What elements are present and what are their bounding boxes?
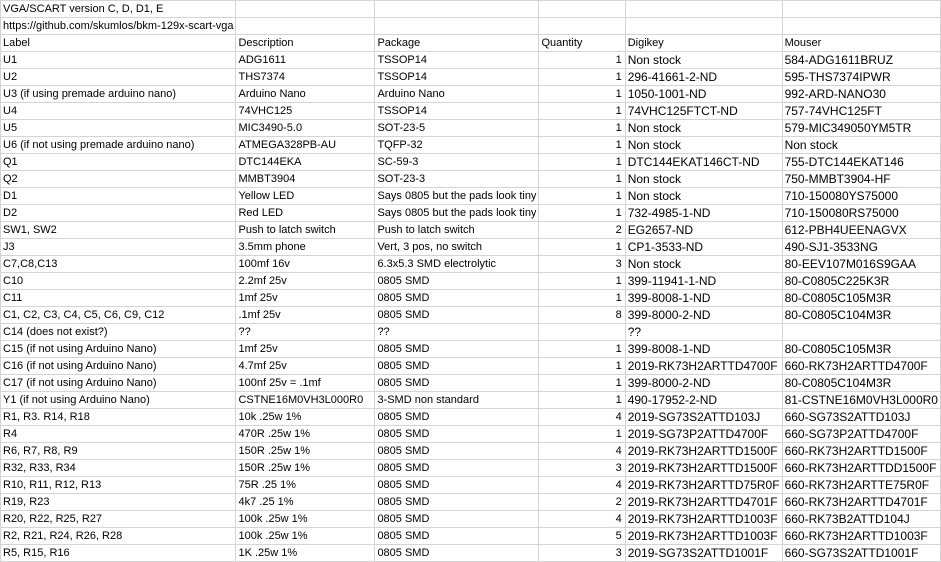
sheet-url-cell[interactable]: https://github.com/skumlos/bkm-129x-scart-vga <box>1 18 236 35</box>
digikey-cell[interactable]: 732-4985-1-ND <box>625 205 782 222</box>
description-cell[interactable]: 100nf 25v = .1mf <box>236 375 375 392</box>
mouser-cell[interactable] <box>782 324 940 341</box>
description-cell[interactable]: 100k .25w 1% <box>236 511 375 528</box>
description-cell[interactable]: 150R .25w 1% <box>236 443 375 460</box>
digikey-cell[interactable]: CP1-3533-ND <box>625 239 782 256</box>
digikey-cell[interactable]: 74VHC125FTCT-ND <box>625 103 782 120</box>
label-cell[interactable]: J3 <box>1 239 236 256</box>
description-cell[interactable]: THS7374 <box>236 69 375 86</box>
package-cell[interactable]: Arduino Nano <box>375 86 539 103</box>
description-cell[interactable]: Arduino Nano <box>236 86 375 103</box>
label-cell[interactable]: R6, R7, R8, R9 <box>1 443 236 460</box>
digikey-cell[interactable]: 399-8008-1-ND <box>625 290 782 307</box>
table-row <box>1 358 941 375</box>
digikey-cell[interactable]: 2019-RK73H2ARTTD1500F <box>625 443 782 460</box>
package-cell[interactable]: 0805 SMD <box>375 426 539 443</box>
quantity-cell[interactable]: 1 <box>539 137 625 154</box>
quantity-cell[interactable]: 1 <box>539 358 625 375</box>
mouser-cell[interactable]: 660-RK73H2ARTTD4700F <box>782 358 940 375</box>
digikey-cell[interactable]: DTC144EKAT146CT-ND <box>625 154 782 171</box>
table-row <box>1 120 941 137</box>
table-row <box>1 205 941 222</box>
description-cell[interactable]: 470R .25w 1% <box>236 426 375 443</box>
label-cell[interactable]: Q1 <box>1 154 236 171</box>
package-cell[interactable]: 6.3x5.3 SMD electrolytic <box>375 256 539 273</box>
description-cell[interactable]: DTC144EKA <box>236 154 375 171</box>
quantity-cell[interactable]: 1 <box>539 392 625 409</box>
digikey-cell[interactable]: Non stock <box>625 137 782 154</box>
label-cell[interactable]: C7,C8,C13 <box>1 256 236 273</box>
sheet-title-cell[interactable]: VGA/SCART version C, D, D1, E <box>1 1 236 18</box>
label-cell[interactable]: D2 <box>1 205 236 222</box>
quantity-cell[interactable]: 1 <box>539 341 625 358</box>
package-cell[interactable]: 0805 SMD <box>375 511 539 528</box>
table-row <box>1 52 941 69</box>
mouser-cell[interactable]: 612-PBH4UEENAGVX <box>782 222 940 239</box>
description-cell[interactable]: ATMEGA328PB-AU <box>236 137 375 154</box>
mouser-cell[interactable]: 660-SG73S2ATTD103J <box>782 409 940 426</box>
mouser-cell[interactable]: 80-C0805C105M3R <box>782 290 940 307</box>
header-mouser[interactable]: Mouser <box>782 35 940 52</box>
description-cell[interactable]: Yellow LED <box>236 188 375 205</box>
description-cell[interactable]: 3.5mm phone <box>236 239 375 256</box>
mouser-cell[interactable]: 992-ARD-NANO30 <box>782 86 940 103</box>
label-cell[interactable]: Q2 <box>1 171 236 188</box>
header-package[interactable]: Package <box>375 35 539 52</box>
mouser-cell[interactable]: 660-RK73H2ARTTD1003F <box>782 528 940 545</box>
quantity-cell[interactable]: 4 <box>539 511 625 528</box>
description-cell[interactable]: MIC3490-5.0 <box>236 120 375 137</box>
table-row <box>1 443 941 460</box>
package-cell[interactable]: TQFP-32 <box>375 137 539 154</box>
package-cell[interactable]: 0805 SMD <box>375 528 539 545</box>
quantity-cell[interactable]: 5 <box>539 528 625 545</box>
header-description[interactable]: Description <box>236 35 375 52</box>
package-cell[interactable]: SC-59-3 <box>375 154 539 171</box>
mouser-cell[interactable]: 595-THS7374IPWR <box>782 69 940 86</box>
description-cell[interactable]: ADG1611 <box>236 52 375 69</box>
digikey-cell[interactable]: 399-8000-2-ND <box>625 307 782 324</box>
description-cell[interactable]: .1mf 25v <box>236 307 375 324</box>
package-cell[interactable]: 0805 SMD <box>375 358 539 375</box>
table-row <box>1 409 941 426</box>
quantity-cell[interactable]: 2 <box>539 222 625 239</box>
quantity-cell[interactable]: 3 <box>539 545 625 562</box>
url-row <box>1 18 941 35</box>
mouser-cell[interactable]: 710-150080YS75000 <box>782 188 940 205</box>
package-cell[interactable]: 3-SMD non standard <box>375 392 539 409</box>
table-row <box>1 171 941 188</box>
digikey-cell[interactable]: Non stock <box>625 120 782 137</box>
quantity-cell[interactable]: 1 <box>539 52 625 69</box>
label-cell[interactable]: D1 <box>1 188 236 205</box>
digikey-cell[interactable]: Non stock <box>625 52 782 69</box>
label-cell[interactable]: R5, R15, R16 <box>1 545 236 562</box>
mouser-cell[interactable]: 80-C0805C225K3R <box>782 273 940 290</box>
mouser-cell[interactable]: 757-74VHC125FT <box>782 103 940 120</box>
label-cell[interactable]: U3 (if using premade arduino nano) <box>1 86 236 103</box>
package-cell[interactable]: ?? <box>375 324 539 341</box>
package-cell[interactable]: 0805 SMD <box>375 290 539 307</box>
mouser-cell[interactable]: 579-MIC349050YM5TR <box>782 120 940 137</box>
header-label[interactable]: Label <box>1 35 236 52</box>
table-row <box>1 426 941 443</box>
description-cell[interactable]: 100mf 16v <box>236 256 375 273</box>
digikey-cell[interactable]: Non stock <box>625 256 782 273</box>
description-cell[interactable]: 4.7mf 25v <box>236 358 375 375</box>
empty-cell[interactable] <box>539 1 625 18</box>
empty-cell[interactable] <box>375 1 539 18</box>
empty-cell[interactable] <box>539 18 625 35</box>
table-row <box>1 290 941 307</box>
quantity-cell[interactable]: 3 <box>539 460 625 477</box>
table-row <box>1 188 941 205</box>
label-cell[interactable]: Y1 (if not using Arduino Nano) <box>1 392 236 409</box>
mouser-cell[interactable]: 80-C0805C105M3R <box>782 341 940 358</box>
quantity-cell[interactable]: 1 <box>539 120 625 137</box>
label-cell[interactable]: U2 <box>1 69 236 86</box>
header-row <box>1 35 941 52</box>
digikey-cell[interactable]: 296-41661-2-ND <box>625 69 782 86</box>
mouser-cell[interactable]: 750-MMBT3904-HF <box>782 171 940 188</box>
label-cell[interactable]: C16 (if not using Arduino Nano) <box>1 358 236 375</box>
package-cell[interactable]: 0805 SMD <box>375 409 539 426</box>
quantity-cell[interactable]: 4 <box>539 409 625 426</box>
empty-cell[interactable] <box>625 18 782 35</box>
label-cell[interactable]: C17 (if not using Arduino Nano) <box>1 375 236 392</box>
digikey-cell[interactable]: 2019-RK73H2ARTTD1500F <box>625 460 782 477</box>
quantity-cell[interactable]: 1 <box>539 273 625 290</box>
mouser-cell[interactable]: 80-C0805C104M3R <box>782 375 940 392</box>
empty-cell[interactable] <box>625 1 782 18</box>
table-row <box>1 256 941 273</box>
mouser-cell[interactable]: 81-CSTNE16M0VH3L000R0 <box>782 392 940 409</box>
mouser-cell[interactable]: 490-SJ1-3533NG <box>782 239 940 256</box>
table-row <box>1 307 941 324</box>
description-cell[interactable]: 75R .25 1% <box>236 477 375 494</box>
package-cell[interactable]: TSSOP14 <box>375 103 539 120</box>
mouser-cell[interactable]: 660-RK73H2ARTTD1500F <box>782 443 940 460</box>
table-row <box>1 154 941 171</box>
quantity-cell[interactable]: 4 <box>539 443 625 460</box>
empty-cell[interactable] <box>782 1 940 18</box>
description-cell[interactable]: 1K .25w 1% <box>236 545 375 562</box>
digikey-cell[interactable]: 2019-RK73H2ARTTD4701F <box>625 494 782 511</box>
table-row <box>1 341 941 358</box>
digikey-cell[interactable]: Non stock <box>625 188 782 205</box>
mouser-cell[interactable]: 660-RK73H2ARTTDD1500F <box>782 460 940 477</box>
table-row <box>1 137 941 154</box>
mouser-cell[interactable]: 584-ADG1611BRUZ <box>782 52 940 69</box>
quantity-cell[interactable]: 1 <box>539 154 625 171</box>
digikey-cell[interactable]: 2019-RK73H2ARTTD1003F <box>625 511 782 528</box>
package-cell[interactable]: 0805 SMD <box>375 273 539 290</box>
package-cell[interactable]: TSSOP14 <box>375 52 539 69</box>
quantity-cell[interactable]: 1 <box>539 239 625 256</box>
mouser-cell[interactable]: 660-RK73B2ATTD104J <box>782 511 940 528</box>
label-cell[interactable]: C11 <box>1 290 236 307</box>
table-row <box>1 528 941 545</box>
quantity-cell[interactable] <box>539 324 625 341</box>
table-row <box>1 273 941 290</box>
table-row <box>1 545 941 562</box>
package-cell[interactable]: 0805 SMD <box>375 494 539 511</box>
label-cell[interactable]: R1, R3. R14, R18 <box>1 409 236 426</box>
package-cell[interactable]: Says 0805 but the pads look tiny <box>375 188 539 205</box>
table-row <box>1 103 941 120</box>
quantity-cell[interactable]: 1 <box>539 426 625 443</box>
label-cell[interactable]: R20, R22, R25, R27 <box>1 511 236 528</box>
digikey-cell[interactable]: Non stock <box>625 171 782 188</box>
digikey-cell[interactable]: 2019-SG73S2ATTD103J <box>625 409 782 426</box>
digikey-cell[interactable]: 2019-RK73H2ARTTD4700F <box>625 358 782 375</box>
package-cell[interactable]: 0805 SMD <box>375 460 539 477</box>
mouser-cell[interactable]: Non stock <box>782 137 940 154</box>
table-row <box>1 460 941 477</box>
empty-cell[interactable] <box>782 18 940 35</box>
digikey-cell[interactable]: 399-8000-2-ND <box>625 375 782 392</box>
description-cell[interactable]: 100k .25w 1% <box>236 528 375 545</box>
quantity-cell[interactable]: 1 <box>539 290 625 307</box>
label-cell[interactable]: R4 <box>1 426 236 443</box>
table-row <box>1 69 941 86</box>
quantity-cell[interactable]: 8 <box>539 307 625 324</box>
empty-cell[interactable] <box>375 18 539 35</box>
label-cell[interactable]: R10, R11, R12, R13 <box>1 477 236 494</box>
mouser-cell[interactable]: 755-DTC144EKAT146 <box>782 154 940 171</box>
table-row <box>1 239 941 256</box>
package-cell[interactable]: 0805 SMD <box>375 443 539 460</box>
description-cell[interactable]: CSTNE16M0VH3L000R0 <box>236 392 375 409</box>
quantity-cell[interactable]: 4 <box>539 477 625 494</box>
label-cell[interactable]: U1 <box>1 52 236 69</box>
package-cell[interactable]: 0805 SMD <box>375 375 539 392</box>
table-row <box>1 324 941 341</box>
quantity-cell[interactable]: 1 <box>539 69 625 86</box>
package-cell[interactable]: SOT-23-5 <box>375 120 539 137</box>
label-cell[interactable]: R2, R21, R24, R26, R28 <box>1 528 236 545</box>
mouser-cell[interactable]: 80-EEV107M016S9GAA <box>782 256 940 273</box>
label-cell[interactable]: R19, R23 <box>1 494 236 511</box>
label-cell[interactable]: C1, C2, C3, C4, C5, C6, C9, C12 <box>1 307 236 324</box>
quantity-cell[interactable]: 1 <box>539 205 625 222</box>
quantity-cell[interactable]: 1 <box>539 171 625 188</box>
mouser-cell[interactable]: 660-RK73H2ARTTE75R0F <box>782 477 940 494</box>
description-cell[interactable]: ?? <box>236 324 375 341</box>
header-quantity[interactable]: Quantity <box>539 35 625 52</box>
table-row <box>1 86 941 103</box>
label-cell[interactable]: U6 (if not using premade arduino nano) <box>1 137 236 154</box>
package-cell[interactable]: Vert, 3 pos, no switch <box>375 239 539 256</box>
label-cell[interactable]: U5 <box>1 120 236 137</box>
table-row <box>1 494 941 511</box>
description-cell[interactable]: 2.2mf 25v <box>236 273 375 290</box>
digikey-cell[interactable]: 1050-1001-ND <box>625 86 782 103</box>
description-cell[interactable]: 74VHC125 <box>236 103 375 120</box>
description-cell[interactable]: 10k .25w 1% <box>236 409 375 426</box>
mouser-cell[interactable]: 80-C0805C104M3R <box>782 307 940 324</box>
package-cell[interactable]: 0805 SMD <box>375 341 539 358</box>
label-cell[interactable]: C15 (if not using Arduino Nano) <box>1 341 236 358</box>
description-cell[interactable]: Push to latch switch <box>236 222 375 239</box>
digikey-cell[interactable]: ?? <box>625 324 782 341</box>
table-row <box>1 375 941 392</box>
quantity-cell[interactable]: 1 <box>539 86 625 103</box>
table-row <box>1 392 941 409</box>
digikey-cell[interactable]: 2019-RK73H2ARTTD75R0F <box>625 477 782 494</box>
title-row <box>1 1 941 18</box>
quantity-cell[interactable]: 3 <box>539 256 625 273</box>
digikey-cell[interactable]: 399-11941-1-ND <box>625 273 782 290</box>
table-row <box>1 477 941 494</box>
package-cell[interactable]: TSSOP14 <box>375 69 539 86</box>
quantity-cell[interactable]: 1 <box>539 188 625 205</box>
digikey-cell[interactable]: 2019-SG73P2ATTD4700F <box>625 426 782 443</box>
label-cell[interactable]: SW1, SW2 <box>1 222 236 239</box>
header-digikey[interactable]: Digikey <box>625 35 782 52</box>
package-cell[interactable]: 0805 SMD <box>375 545 539 562</box>
label-cell[interactable]: C10 <box>1 273 236 290</box>
digikey-cell[interactable]: 399-8008-1-ND <box>625 341 782 358</box>
empty-cell[interactable] <box>236 18 375 35</box>
digikey-cell[interactable]: 2019-RK73H2ARTTD1003F <box>625 528 782 545</box>
mouser-cell[interactable]: 660-SG73S2ATTD1001F <box>782 545 940 562</box>
description-cell[interactable]: MMBT3904 <box>236 171 375 188</box>
quantity-cell[interactable]: 2 <box>539 494 625 511</box>
table-row <box>1 511 941 528</box>
mouser-cell[interactable]: 660-RK73H2ARTTD4701F <box>782 494 940 511</box>
description-cell[interactable]: Red LED <box>236 205 375 222</box>
empty-cell[interactable] <box>236 1 375 18</box>
package-cell[interactable]: Push to latch switch <box>375 222 539 239</box>
package-cell[interactable]: 0805 SMD <box>375 477 539 494</box>
description-cell[interactable]: 1mf 25v <box>236 290 375 307</box>
description-cell[interactable]: 4k7 .25 1% <box>236 494 375 511</box>
package-cell[interactable]: 0805 SMD <box>375 307 539 324</box>
label-cell[interactable]: R32, R33, R34 <box>1 460 236 477</box>
label-cell[interactable]: C14 (does not exist?) <box>1 324 236 341</box>
mouser-cell[interactable]: 660-SG73P2ATTD4700F <box>782 426 940 443</box>
package-cell[interactable]: SOT-23-3 <box>375 171 539 188</box>
digikey-cell[interactable]: EG2657-ND <box>625 222 782 239</box>
label-cell[interactable]: U4 <box>1 103 236 120</box>
digikey-cell[interactable]: 490-17952-2-ND <box>625 392 782 409</box>
description-cell[interactable]: 150R .25w 1% <box>236 460 375 477</box>
quantity-cell[interactable]: 1 <box>539 103 625 120</box>
description-cell[interactable]: 1mf 25v <box>236 341 375 358</box>
package-cell[interactable]: Says 0805 but the pads look tiny <box>375 205 539 222</box>
quantity-cell[interactable]: 1 <box>539 375 625 392</box>
mouser-cell[interactable]: 710-150080RS75000 <box>782 205 940 222</box>
digikey-cell[interactable]: 2019-SG73S2ATTD1001F <box>625 545 782 562</box>
table-row <box>1 222 941 239</box>
